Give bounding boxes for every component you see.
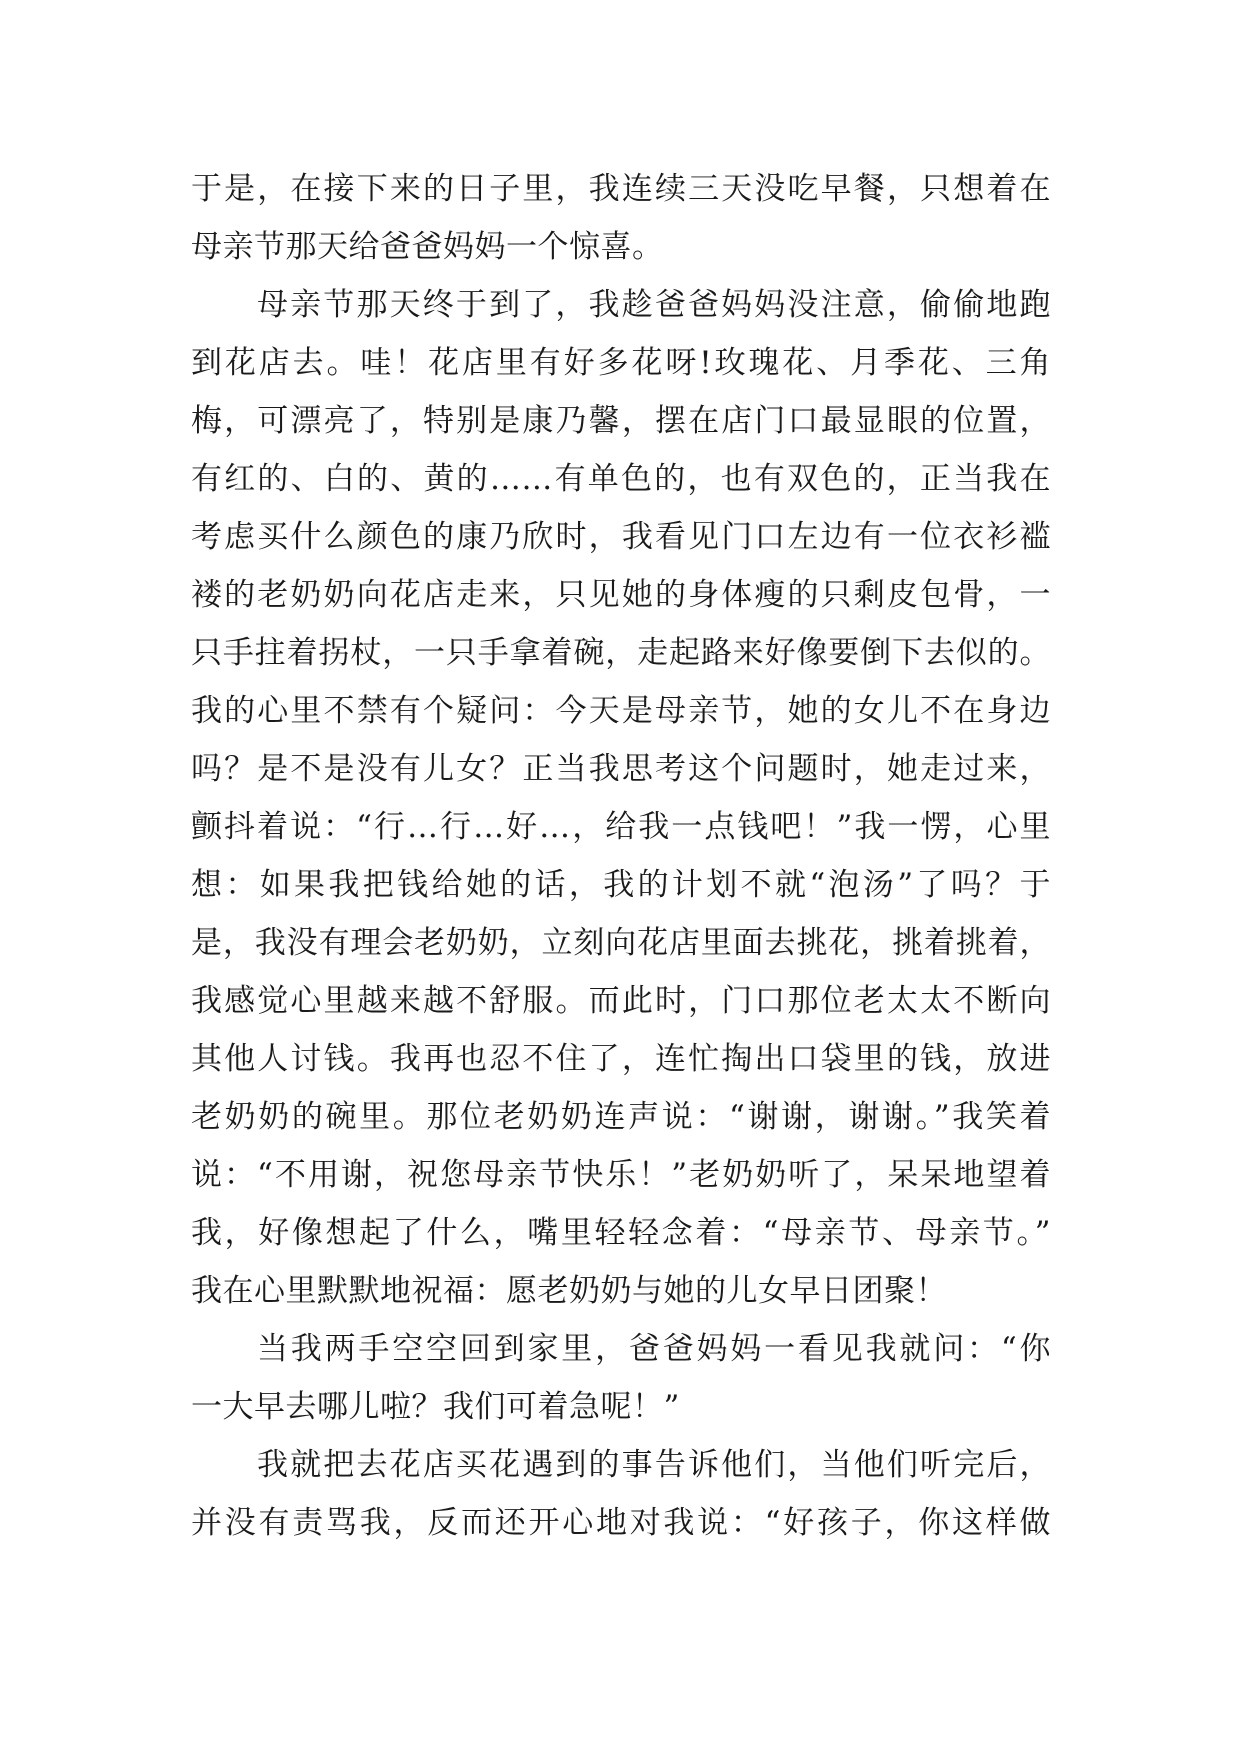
text-line: 有红的、白的、黄的……有单色的，也有双色的，正当我在 bbox=[191, 461, 1051, 497]
text-line: 母亲节那天给爸爸妈妈一个惊喜。 bbox=[191, 229, 664, 265]
text-line: 只手拄着拐杖，一只手拿着碗，走起路来好像要倒下去似的。 bbox=[191, 635, 1051, 671]
text-line: 一大早去哪儿啦？我们可着急呢！” bbox=[191, 1389, 680, 1425]
text-line: 想：如果我把钱给她的话，我的计划不就“泡汤”了吗？于 bbox=[191, 867, 1051, 903]
text-line: 到花店去。哇！花店里有好多花呀!玫瑰花、月季花、三角 bbox=[191, 345, 1051, 381]
body-text bbox=[191, 160, 1051, 1552]
text-line: 我在心里默默地祝福：愿老奶奶与她的儿女早日团聚！ bbox=[191, 1273, 947, 1309]
text-line: 吗？是不是没有儿女？正当我思考这个问题时，她走过来， bbox=[191, 751, 1051, 787]
text-line: 我感觉心里越来越不舒服。而此时，门口那位老太太不断向 bbox=[191, 983, 1051, 1019]
text-line: 母亲节那天终于到了，我趁爸爸妈妈没注意，偷偷地跑 bbox=[257, 287, 1051, 323]
text-line: 我的心里不禁有个疑问：今天是母亲节，她的女儿不在身边 bbox=[191, 693, 1051, 729]
text-line: 我，好像想起了什么，嘴里轻轻念着：“母亲节、母亲节。” bbox=[191, 1215, 1051, 1251]
text-line: 于是，在接下来的日子里，我连续三天没吃早餐，只想着在 bbox=[191, 171, 1051, 207]
text-line: 老奶奶的碗里。那位老奶奶连声说：“谢谢，谢谢。”我笑着 bbox=[191, 1099, 1051, 1135]
text-line: 梅，可漂亮了，特别是康乃馨，摆在店门口最显眼的位置， bbox=[191, 403, 1051, 439]
text-line: 是，我没有理会老奶奶，立刻向花店里面去挑花，挑着挑着， bbox=[191, 925, 1051, 961]
text-line: 考虑买什么颜色的康乃欣时，我看见门口左边有一位衣衫褴 bbox=[191, 519, 1051, 555]
text-line: 其他人讨钱。我再也忍不住了，连忙掏出口袋里的钱，放进 bbox=[191, 1041, 1051, 1077]
text-line: 我就把去花店买花遇到的事告诉他们，当他们听完后， bbox=[257, 1447, 1051, 1483]
text-line: 褛的老奶奶向花店走来，只见她的身体瘦的只剩皮包骨，一 bbox=[191, 577, 1051, 613]
text-line: 说：“不用谢，祝您母亲节快乐！”老奶奶听了，呆呆地望着 bbox=[191, 1157, 1051, 1193]
text-line: 并没有责骂我，反而还开心地对我说：“好孩子，你这样做 bbox=[191, 1505, 1051, 1541]
text-line: 当我两手空空回到家里，爸爸妈妈一看见我就问：“你 bbox=[257, 1331, 1051, 1367]
text-line: 颤抖着说：“行…行…好…，给我一点钱吧！”我一愣，心里 bbox=[191, 809, 1051, 845]
